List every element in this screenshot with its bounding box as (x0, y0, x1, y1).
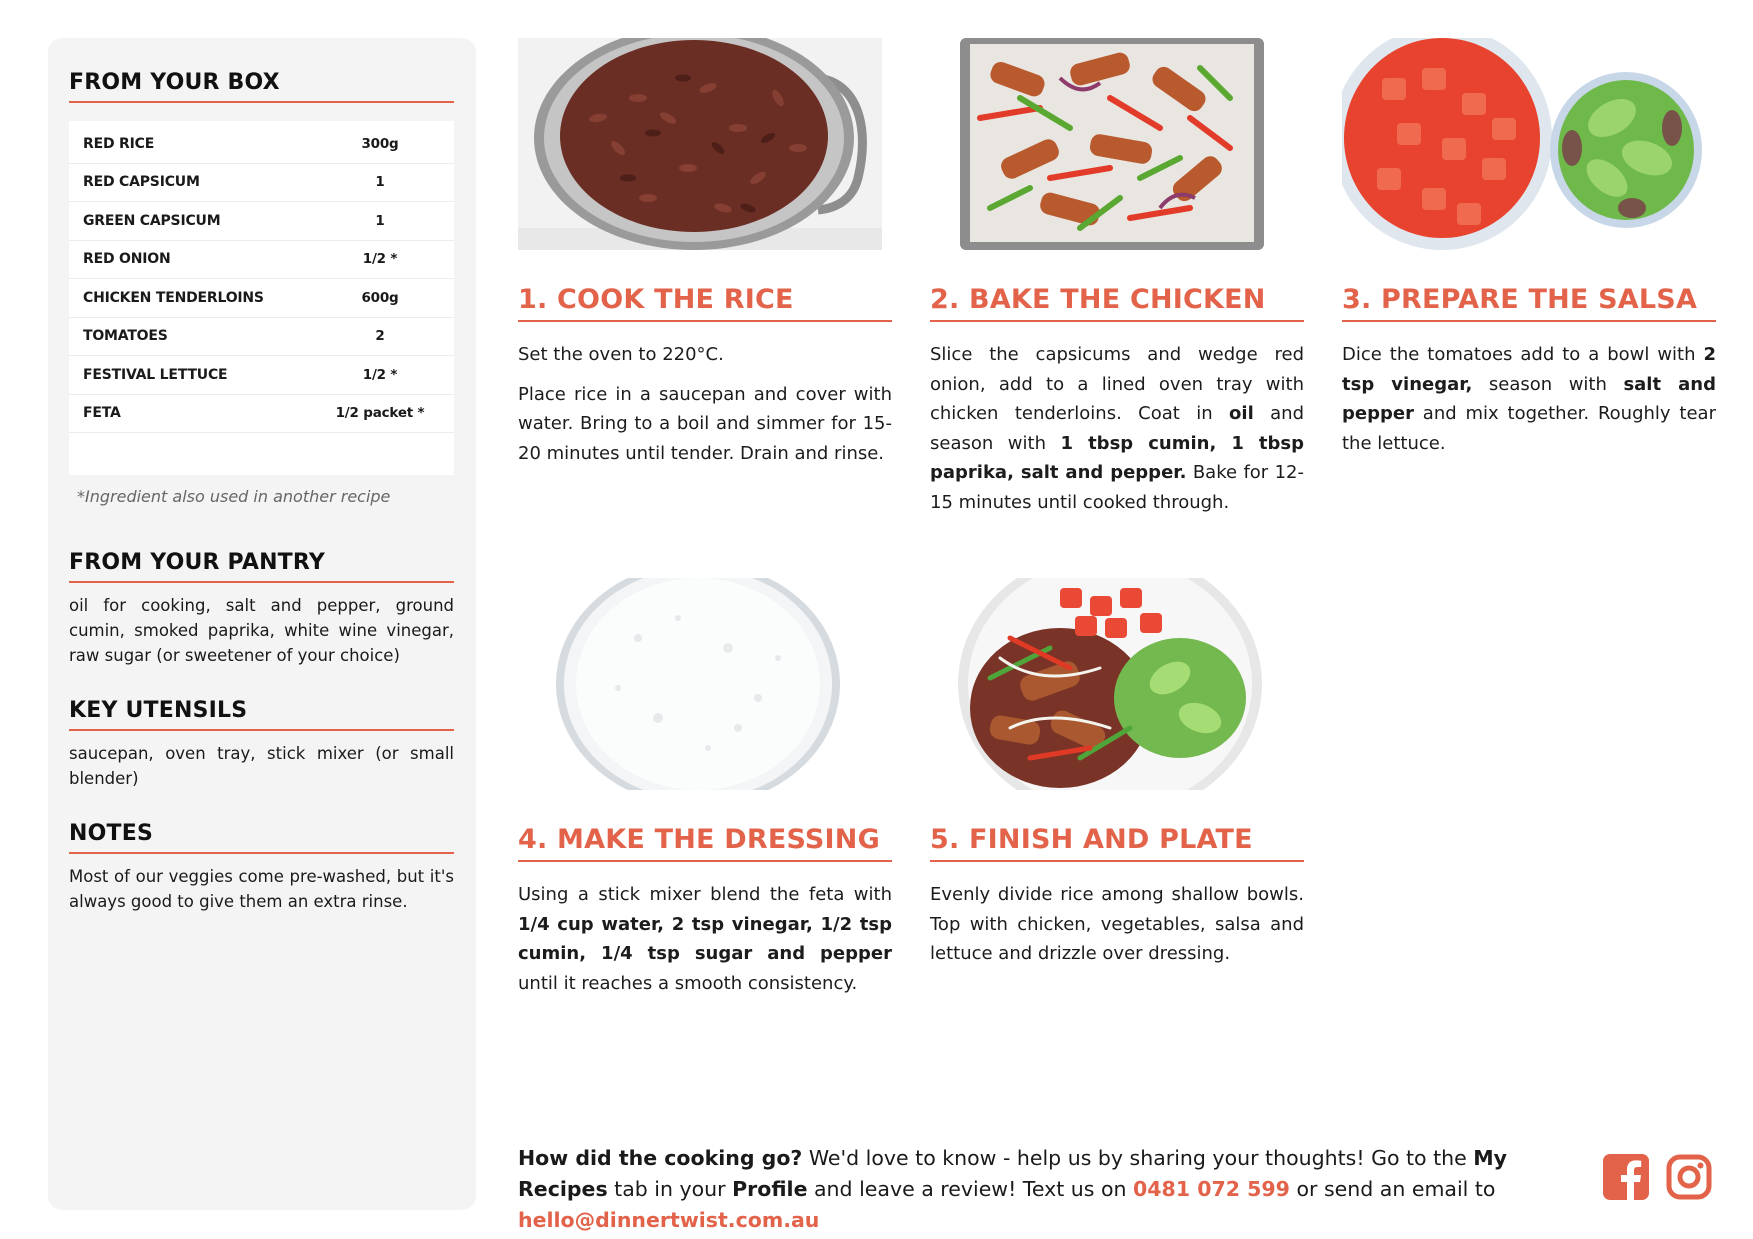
step-5-text: Evenly divide rice among shallow bowls. Top with chicken, vegetables, salsa and lettuce and drizzle over dressing. (930, 884, 1304, 964)
instagram-icon[interactable] (1666, 1154, 1712, 1200)
ingredient-name: RED CAPSICUM (83, 174, 200, 191)
facebook-icon[interactable] (1603, 1154, 1649, 1200)
ingredient-qty: 1/2 * (362, 366, 398, 383)
ingredient-qty: 1/2 packet * (335, 405, 425, 422)
rice-strainer-photo (518, 38, 882, 250)
ingredient-name: FETA (83, 405, 121, 422)
ingredient-row (69, 125, 454, 164)
tomato-lettuce-bowls-photo (1342, 38, 1706, 250)
utensils-text: saucepan, oven tray, stick mixer (or small blender) (69, 744, 454, 788)
step-2-text: Slice the capsicums and wedge red onion, add to a lined oven tray with chicken tenderloins. Coat in oil and season with 1 tbsp cumin, 1 tbsp paprika, salt and pepper. Bake for 12-15 minutes until cooked through. (930, 344, 1304, 513)
feta-dressing-bowl-photo (518, 578, 882, 790)
ingredient-note: *Ingredient also used in another recipe (77, 487, 391, 506)
ingredient-row (69, 395, 454, 434)
notes-heading: NOTES (69, 821, 454, 854)
ingredient-name: GREEN CAPSICUM (83, 212, 221, 229)
step-1-body (518, 340, 892, 468)
ingredients-sidebar (48, 38, 476, 1210)
ingredient-empty-row (69, 433, 454, 471)
ingredient-qty: 600g (361, 289, 399, 306)
step-1 (518, 38, 892, 468)
step-2-title: 2. BAKE THE CHICKEN (930, 284, 1304, 322)
feedback-footer: How did the cooking go? We'd love to know - help us by sharing your thoughts! Go to the My Recipes tab in your Profile and leave a review! Text us on 0481 072 599 or send an email to hello@dinnertwist.com.au (518, 1146, 1508, 1232)
feedback-question: How did the cooking go? (518, 1146, 803, 1170)
email-link[interactable]: hello@dinnertwist.com.au (518, 1208, 820, 1232)
step-4 (518, 578, 892, 998)
ingredient-qty: 1 (375, 174, 385, 191)
from-your-pantry-heading: FROM YOUR PANTRY (69, 550, 454, 583)
step-5-title: 5. FINISH AND PLATE (930, 824, 1304, 862)
ingredients-table (69, 121, 454, 475)
notes-text: Most of our veggies come pre-washed, but it's always good to give them an extra rinse. (69, 867, 454, 911)
step-3 (1342, 38, 1716, 458)
step-1-text-2: Place rice in a saucepan and cover with water. Bring to a boil and simmer for 15-20 minutes until tender. Drain and rinse. (518, 383, 892, 464)
step-2 (930, 38, 1304, 517)
ingredient-row (69, 164, 454, 203)
step-3-text: Dice the tomatoes add to a bowl with 2 tsp vinegar, season with salt and pepper and mix together. Roughly tear the lettuce. (1342, 344, 1717, 454)
ingredient-row (69, 318, 454, 357)
ingredient-name: CHICKEN TENDERLOINS (83, 289, 264, 306)
step-3-body (1342, 340, 1716, 458)
from-your-box-heading: FROM YOUR BOX (69, 70, 454, 103)
step-4-text: Using a stick mixer blend the feta with 1/4 cup water, 2 tsp vinegar, 1/2 tsp cumin, 1/4 tsp sugar and pepper until it reaches a smooth consistency. (518, 884, 892, 994)
step-3-title: 3. PREPARE THE SALSA (1342, 284, 1716, 322)
step-1-text-1: Set the oven to 220°C. (518, 344, 724, 365)
ingredient-name: TOMATOES (83, 328, 168, 345)
step-2-body (930, 340, 1304, 517)
ingredient-row (69, 356, 454, 395)
ingredient-qty: 1 (375, 212, 385, 229)
step-1-title: 1. COOK THE RICE (518, 284, 892, 322)
ingredient-name: RED ONION (83, 251, 171, 268)
step-4-title: 4. MAKE THE DRESSING (518, 824, 892, 862)
pantry-text: oil for cooking, salt and pepper, ground cumin, smoked paprika, white wine vinegar, raw sugar (or sweetener of your choice) (69, 596, 454, 665)
ingredient-row (69, 202, 454, 241)
profile-ref: Profile (732, 1177, 808, 1201)
baked-chicken-tray-photo (930, 38, 1294, 250)
ingredient-name: FESTIVAL LETTUCE (83, 366, 228, 383)
step-5 (930, 578, 1304, 969)
key-utensils-heading: KEY UTENSILS (69, 698, 454, 731)
ingredient-qty: 300g (361, 135, 399, 152)
ingredient-name: RED RICE (83, 135, 155, 152)
ingredient-qty: 2 (375, 328, 385, 345)
my-recipes-tab-ref: My Recipes (518, 1146, 1508, 1201)
step-5-body (930, 880, 1304, 969)
plated-dish-photo (930, 578, 1294, 790)
step-4-body (518, 880, 892, 998)
ingredient-row (69, 241, 454, 280)
phone-number-link[interactable]: 0481 072 599 (1133, 1177, 1290, 1201)
ingredient-qty: 1/2 * (362, 251, 398, 268)
ingredient-row (69, 279, 454, 318)
